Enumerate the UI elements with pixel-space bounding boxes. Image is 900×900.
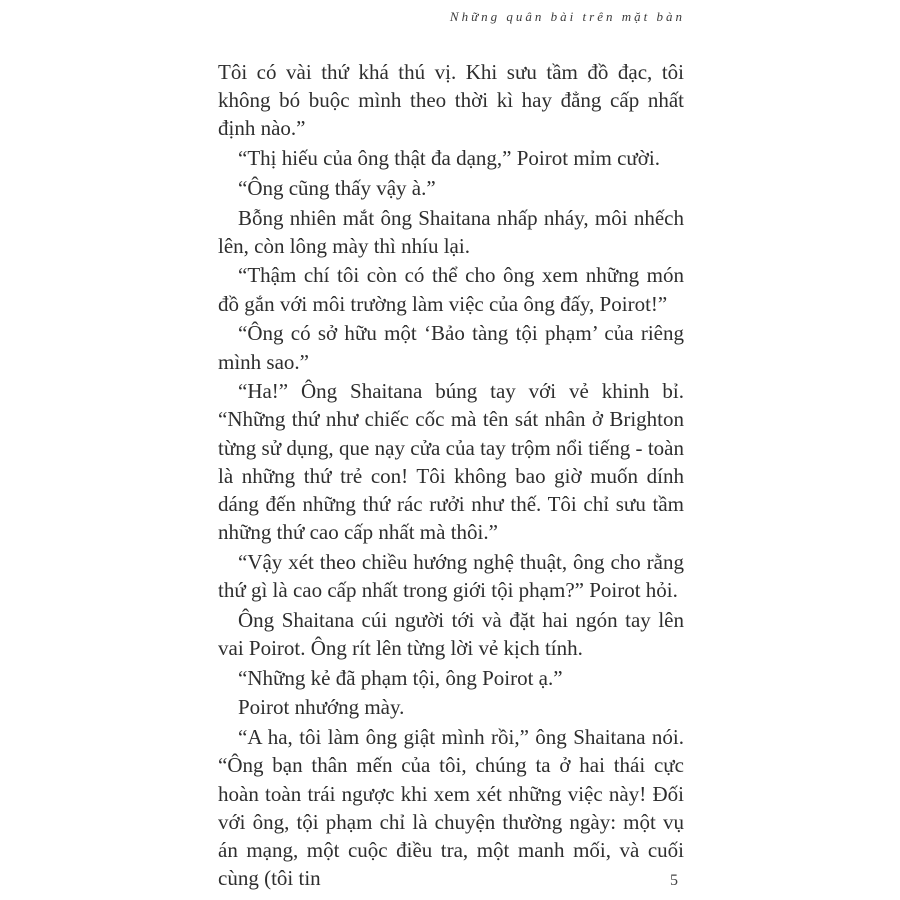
paragraph: Ông Shaitana cúi người tới và đặt hai ngón tay lên vai Poirot. Ông rít lên từng lời vẻ kịch tính. — [218, 607, 684, 661]
paragraph: “Thậm chí tôi còn có thể cho ông xem những món đồ gắn với môi trường làm việc của ông đấy, Poirot!” — [218, 263, 684, 316]
paragraph: “Ha!” Ông Shaitana búng tay với vẻ khinh bỉ. “Những thứ như chiếc cốc mà tên sát nhân ở Brighton từng sử dụng, que nạy cửa của tay trộm nổi tiếng - toàn là những thứ trẻ con! Tôi không bao giờ muốn dính dáng đến những thứ rác rưởi như thế. Tôi chỉ sưu tầm những thứ cao cấp nhất mà thôi.” — [218, 379, 684, 545]
paragraph: “Ông cũng thấy vậy à.” — [238, 175, 436, 200]
paragraph: Poirot nhướng mày. — [238, 695, 405, 720]
running-header-title: Những quân bài trên mặt bàn — [449, 9, 685, 24]
page-body — [218, 58, 684, 894]
page-number: 5 — [670, 872, 678, 889]
paragraph: Tôi có vài thứ khá thú vị. Khi sưu tầm đồ đạc, tôi không bó buộc mình theo thời kì hay đẳng cấp nhất định nào.” — [218, 60, 684, 141]
paragraph: “Thị hiếu của ông thật đa dạng,” Poirot mỉm cười. — [238, 146, 660, 171]
paragraph: “Những kẻ đã phạm tội, ông Poirot ạ.” — [238, 665, 563, 690]
paragraph: “A ha, tôi làm ông giật mình rồi,” ông Shaitana nói. “Ông bạn thân mến của tôi, chúng ta ở hai thái cực hoàn toàn trái ngược khi xem xét những việc này! Đối với ông, tội phạm chỉ là chuyện thường ngày: một vụ án mạng, một cuộc điều tra, một manh mối, và cuối cùng (tôi tin — [218, 725, 684, 891]
paragraph: Bỗng nhiên mắt ông Shaitana nhấp nháy, môi nhếch lên, còn lông mày thì nhíu lại. — [218, 205, 684, 258]
paragraph: “Vậy xét theo chiều hướng nghệ thuật, ông cho rằng thứ gì là cao cấp nhất trong giới tội phạm?” Poirot hỏi. — [218, 549, 684, 603]
paragraph: “Ông có sở hữu một ‘Bảo tàng tội phạm’ của riêng mình sao.” — [218, 321, 684, 374]
